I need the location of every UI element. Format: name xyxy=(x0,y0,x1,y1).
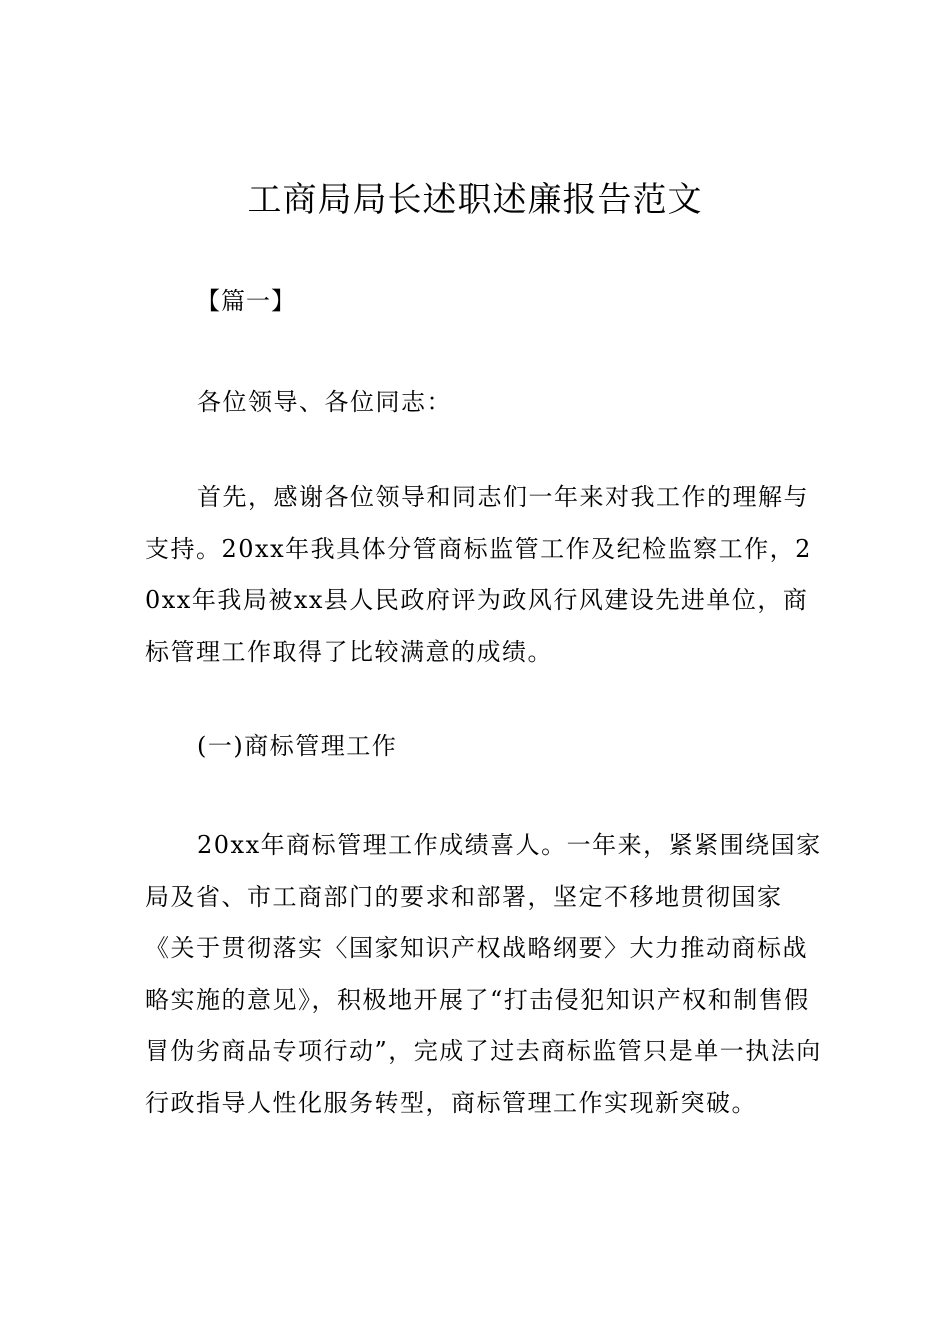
salutation: 各位领导、各位同志： xyxy=(197,388,452,416)
paragraph-trademark-management: 20xx年商标管理工作成绩喜人。一年来，紧紧围绕国家局及省、市工商部门的要求和部署，坚定不移地贯彻国家《关于贯彻落实〈国家知识产权战略纲要〉大力推动商标战略实施的意见》，积极地开展了“打击侵犯知识产权和制售假冒伪劣商品专项行动”，完成了过去商标监管只是单一执法向行政指导人性化服务转型，商标管理工作实现新突破。 xyxy=(145,831,822,1117)
section-label: 【篇一】 xyxy=(196,287,296,315)
paragraph-intro: 首先，感谢各位领导和同志们一年来对我工作的理解与支持。20xx年我具体分管商标监管工作及纪检监察工作，20xx年我局被xx县人民政府评为政风行风建设先进单位，商标管理工作取得了比较满意的成绩。 xyxy=(145,483,812,666)
document-title: 工商局局长述职述廉报告范文 xyxy=(247,180,703,220)
subheading-trademark-management: (一)商标管理工作 xyxy=(197,732,398,760)
